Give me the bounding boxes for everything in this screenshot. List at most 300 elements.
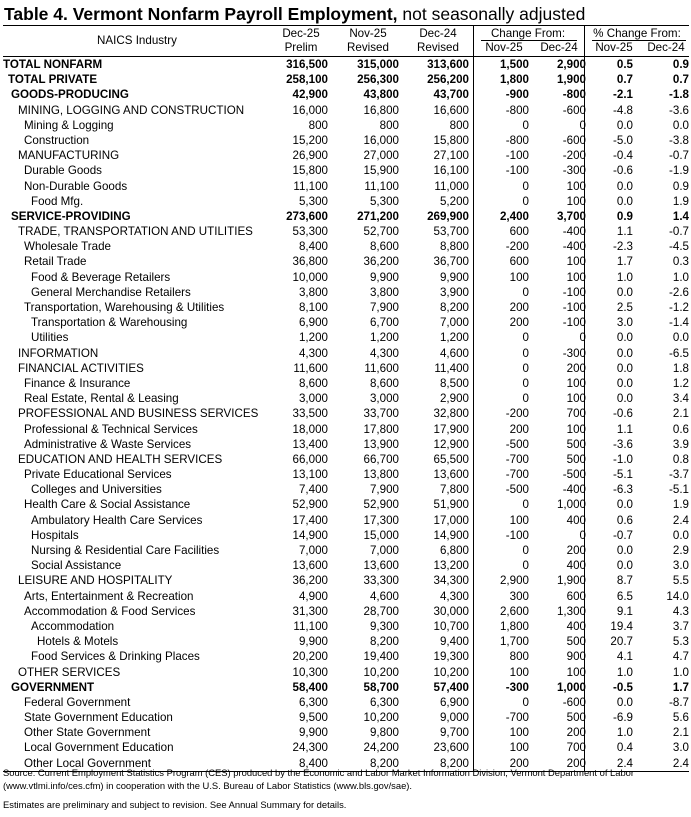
cell-pct-nov: 0.5 (616, 58, 633, 71)
cell-dec24: 51,900 (433, 498, 469, 512)
cell-dec25: 10,300 (292, 665, 328, 679)
cell-pct-dec: -1.9 (669, 164, 689, 178)
cell-dec24: 7,800 (439, 483, 469, 497)
cell-pct-dec: 3.7 (672, 619, 689, 633)
cell-dec24: 9,000 (439, 711, 469, 725)
industry-label: Finance & Insurance (24, 376, 131, 390)
cell-pct-dec: 0.6 (672, 422, 689, 436)
cell-dec24: 2,900 (439, 392, 469, 406)
industry-label: Food Mfg. (31, 194, 84, 208)
header-industry: NAICS Industry (97, 34, 177, 47)
cell-dec25: 15,200 (292, 133, 328, 147)
cell-dec25: 8,400 (298, 756, 328, 770)
cell-chg-dec: 1,300 (556, 604, 586, 618)
cell-chg-dec: 500 (566, 711, 586, 725)
cell-chg-dec: 500 (566, 635, 586, 649)
cell-pct-dec: 0.9 (672, 179, 689, 193)
cell-pct-dec: 3.9 (672, 437, 689, 451)
cell-chg-nov: 600 (509, 255, 529, 269)
cell-chg-nov: 100 (509, 665, 529, 679)
cell-nov25: 17,800 (363, 422, 399, 436)
cell-nov25: 24,200 (363, 741, 399, 755)
cell-pct-nov: 8.7 (616, 574, 633, 588)
cell-nov25: 27,000 (363, 149, 399, 163)
cell-chg-nov: -200 (505, 240, 529, 254)
cell-pct-dec: 1.9 (672, 194, 689, 208)
industry-label: OTHER SERVICES (18, 665, 121, 679)
cell-chg-dec: 100 (566, 392, 586, 406)
industry-label: Accommodation & Food Services (24, 604, 196, 618)
cell-chg-nov: -100 (505, 164, 529, 178)
source-note: Source: Current Employment Statistics Program (CES) produced by the Economic and Labor Market Information Division, Vermont Department of Labor (www.vtlmi.info/ces.cfm) in cooperation with the U.S. Bureau of Labor Statistics (www.bls.gov/sae). (3, 767, 635, 791)
cell-pct-nov: -0.4 (613, 149, 633, 163)
cell-dec25: 66,000 (292, 452, 328, 466)
cell-dec25: 36,200 (292, 574, 328, 588)
table-row (3, 163, 689, 178)
header-pct-group: % Change From: (593, 27, 681, 40)
cell-pct-dec: -1.8 (669, 88, 689, 102)
cell-chg-nov: 200 (509, 316, 529, 330)
cell-dec24: 8,200 (439, 301, 469, 314)
cell-dec25: 33,500 (292, 407, 328, 421)
table-row (3, 740, 689, 755)
cell-chg-dec: -400 (562, 225, 586, 239)
table-row (3, 649, 689, 664)
cell-pct-nov: -6.3 (613, 483, 633, 497)
table-row (3, 315, 689, 330)
table-row (3, 665, 689, 680)
industry-label: Private Educational Services (24, 468, 172, 482)
cell-chg-dec: -400 (562, 483, 586, 497)
industry-label: Arts, Entertainment & Recreation (24, 589, 194, 603)
cell-chg-nov: 0 (522, 695, 529, 709)
industry-label: Hospitals (31, 528, 79, 542)
table-header (3, 25, 689, 57)
cell-pct-dec: -2.6 (669, 285, 689, 299)
cell-nov25: 4,300 (369, 346, 399, 360)
cell-pct-nov: 1.7 (616, 255, 633, 269)
cell-dec25: 4,300 (298, 346, 328, 360)
table-row (3, 513, 689, 528)
cell-nov25: 11,100 (364, 179, 399, 193)
cell-pct-dec: 14.0 (666, 589, 689, 603)
cell-dec24: 256,200 (427, 73, 469, 87)
header-dec25-status: Prelim (284, 41, 318, 54)
cell-nov25: 28,700 (363, 604, 399, 618)
cell-chg-nov: 100 (509, 270, 529, 284)
cell-chg-nov: 300 (509, 589, 529, 603)
cell-pct-nov: 0.0 (616, 331, 633, 345)
cell-nov25: 52,700 (363, 225, 399, 239)
cell-dec24: 4,600 (439, 346, 469, 360)
header-change-group: Change From: (490, 27, 566, 40)
cell-nov25: 9,300 (369, 619, 399, 633)
cell-pct-nov: 0.0 (616, 361, 633, 375)
industry-label: Other State Government (24, 726, 151, 740)
cell-chg-nov: -900 (505, 88, 529, 102)
header-pct-nov25: Nov-25 (595, 41, 633, 54)
cell-pct-nov: 0.0 (616, 498, 633, 512)
cell-dec24: 4,300 (439, 589, 469, 603)
cell-nov25: 13,800 (363, 468, 399, 482)
table-row (3, 543, 689, 558)
cell-pct-nov: 0.6 (616, 513, 633, 527)
cell-pct-nov: 0.0 (616, 376, 633, 390)
cell-pct-nov: 0.0 (616, 346, 633, 360)
table-row (3, 87, 689, 102)
cell-chg-dec: -400 (562, 240, 586, 254)
cell-chg-dec: -100 (562, 316, 586, 330)
header-change-dec24: Dec-24 (540, 41, 578, 54)
cell-pct-dec: 1.0 (672, 665, 689, 679)
cell-dec25: 5,300 (298, 194, 328, 208)
table-row (3, 467, 689, 482)
cell-pct-dec: -3.7 (669, 468, 689, 482)
cell-chg-nov: 0 (522, 179, 529, 193)
cell-pct-nov: 0.0 (616, 194, 633, 208)
cell-chg-dec: -500 (562, 468, 586, 482)
industry-label: INFORMATION (18, 346, 99, 360)
cell-chg-nov: 1,800 (499, 619, 529, 633)
cell-chg-nov: -800 (505, 133, 529, 147)
cell-pct-nov: -5.1 (613, 468, 633, 482)
cell-dec25: 31,300 (292, 604, 328, 618)
cell-nov25: 3,800 (369, 285, 399, 299)
table-row (3, 695, 689, 710)
cell-pct-nov: 1.0 (616, 726, 633, 740)
cell-chg-nov: 0 (522, 498, 529, 512)
table-row (3, 209, 689, 224)
cell-nov25: 8,600 (369, 240, 399, 254)
industry-label: Mining & Logging (24, 118, 114, 132)
cell-dec25: 11,100 (293, 619, 328, 633)
cell-dec24: 57,400 (433, 680, 469, 694)
cell-dec25: 800 (308, 118, 328, 132)
cell-pct-nov: 0.0 (616, 179, 633, 193)
cell-dec24: 36,700 (433, 255, 469, 269)
cell-dec25: 9,900 (298, 726, 328, 740)
cell-chg-dec: -300 (562, 164, 586, 178)
cell-chg-dec: 400 (566, 513, 586, 527)
cell-pct-nov: 9.1 (616, 604, 633, 618)
header-pct-dec24: Dec-24 (647, 41, 685, 54)
industry-label: GOODS-PRODUCING (11, 88, 129, 102)
cell-pct-nov: -4.8 (613, 103, 633, 117)
cell-dec24: 43,700 (433, 88, 469, 102)
industry-label: Colleges and Universities (31, 483, 162, 497)
cell-chg-nov: -800 (505, 103, 529, 117)
cell-nov25: 15,000 (363, 528, 399, 542)
cell-chg-nov: 0 (522, 376, 529, 390)
cell-dec25: 53,300 (292, 225, 328, 239)
cell-dec24: 1,200 (439, 331, 469, 345)
cell-pct-nov: -6.9 (613, 711, 633, 725)
header-nov25-status: Revised (347, 41, 389, 54)
cell-dec24: 14,900 (433, 528, 469, 542)
header-change-nov25: Nov-25 (485, 41, 523, 54)
cell-nov25: 8,600 (369, 376, 399, 390)
cell-dec24: 5,200 (439, 194, 469, 208)
cell-pct-dec: 0.7 (672, 73, 689, 87)
cell-nov25: 43,800 (363, 88, 399, 102)
cell-chg-nov: 1,800 (499, 73, 529, 87)
cell-dec24: 13,200 (433, 559, 469, 573)
cell-chg-dec: 700 (566, 407, 586, 421)
cell-dec24: 10,200 (433, 665, 469, 679)
cell-chg-dec: 100 (566, 665, 586, 679)
table-row (3, 239, 689, 254)
cell-dec24: 12,900 (433, 437, 469, 451)
cell-dec24: 11,400 (434, 361, 469, 375)
industry-label: Administrative & Waste Services (24, 437, 192, 451)
industry-label: Durable Goods (24, 164, 102, 178)
table-row (3, 72, 689, 87)
cell-pct-nov: 6.5 (616, 589, 633, 603)
cell-nov25: 9,900 (369, 270, 399, 284)
cell-pct-dec: 1.0 (672, 270, 689, 284)
industry-label: Wholesale Trade (24, 240, 111, 254)
cell-nov25: 800 (379, 118, 399, 132)
cell-nov25: 6,700 (369, 316, 399, 330)
industry-label: Other Local Government (24, 756, 151, 770)
cell-dec25: 258,100 (286, 73, 328, 87)
cell-chg-nov: 2,600 (499, 604, 529, 618)
cell-pct-nov: -1.0 (613, 452, 633, 466)
cell-nov25: 13,600 (363, 559, 399, 573)
cell-pct-dec: 1.2 (672, 376, 689, 390)
cell-chg-dec: 100 (566, 179, 586, 193)
industry-label: SERVICE-PROVIDING (11, 209, 131, 223)
industry-label: Social Assistance (31, 559, 122, 573)
cell-nov25: 271,200 (357, 209, 399, 223)
cell-pct-dec: 0.0 (672, 118, 689, 132)
cell-pct-dec: -0.7 (669, 225, 689, 239)
cell-dec25: 14,900 (292, 528, 328, 542)
cell-dec24: 16,600 (433, 103, 469, 117)
industry-label: LEISURE AND HOSPITALITY (18, 574, 173, 588)
cell-chg-dec: 3,700 (556, 209, 586, 223)
cell-pct-dec: 1.4 (672, 209, 689, 223)
cell-pct-dec: -3.6 (669, 103, 689, 117)
cell-chg-nov: 200 (509, 756, 529, 770)
table-row (3, 391, 689, 406)
cell-pct-nov: -0.5 (613, 680, 633, 694)
cell-pct-dec: 2.1 (672, 726, 689, 740)
table-row (3, 680, 689, 695)
cell-dec24: 800 (449, 118, 469, 132)
cell-chg-nov: 1,500 (499, 58, 529, 71)
industry-label: General Merchandise Retailers (31, 285, 191, 299)
table-row (3, 406, 689, 421)
table-row (3, 634, 689, 649)
cell-chg-dec: 1,900 (556, 73, 586, 87)
cell-nov25: 58,700 (363, 680, 399, 694)
cell-pct-dec: -3.8 (669, 133, 689, 147)
industry-label: MANUFACTURING (18, 149, 120, 163)
cell-nov25: 10,200 (363, 711, 399, 725)
cell-nov25: 9,800 (369, 726, 399, 740)
table-row (3, 437, 689, 452)
payroll-table (3, 25, 689, 772)
cell-chg-nov: -500 (505, 483, 529, 497)
cell-chg-dec: 200 (566, 756, 586, 770)
cell-dec25: 8,100 (298, 301, 328, 314)
estimate-note: Estimates are preliminary and subject to revision. See Annual Summary for details. (3, 799, 347, 810)
cell-chg-dec: 100 (566, 255, 586, 269)
cell-pct-dec: 5.3 (672, 635, 689, 649)
cell-pct-nov: 2.4 (616, 756, 633, 770)
cell-pct-dec: -1.4 (669, 316, 689, 330)
industry-label: Accommodation (31, 619, 115, 633)
industry-label: GOVERNMENT (11, 680, 95, 694)
cell-nov25: 8,200 (369, 635, 399, 649)
cell-nov25: 16,800 (363, 103, 399, 117)
cell-dec25: 8,600 (298, 376, 328, 390)
industry-label: PROFESSIONAL AND BUSINESS SERVICES (18, 407, 259, 421)
industry-label: Utilities (31, 331, 69, 345)
cell-dec25: 20,200 (292, 650, 328, 664)
cell-dec24: 11,000 (434, 179, 469, 193)
cell-chg-dec: 100 (566, 376, 586, 390)
cell-dec24: 53,700 (433, 225, 469, 239)
cell-dec25: 3,000 (298, 392, 328, 406)
cell-pct-dec: -6.5 (669, 346, 689, 360)
cell-nov25: 315,000 (357, 58, 399, 71)
cell-dec24: 7,000 (439, 316, 469, 330)
cell-chg-nov: -500 (505, 437, 529, 451)
cell-pct-nov: 2.5 (616, 301, 633, 314)
cell-chg-nov: 0 (522, 285, 529, 299)
cell-dec25: 9,900 (298, 635, 328, 649)
cell-dec25: 13,600 (292, 559, 328, 573)
table-row (3, 346, 689, 361)
cell-dec25: 11,600 (293, 361, 328, 375)
table-row (3, 179, 689, 194)
cell-dec25: 4,900 (298, 589, 328, 603)
table-row (3, 589, 689, 604)
table-title-main: Table 4. Vermont Nonfarm Payroll Employment, (4, 4, 398, 24)
cell-pct-nov: 0.0 (616, 695, 633, 709)
cell-dec25: 316,500 (286, 58, 328, 71)
cell-pct-nov: -2.1 (613, 88, 633, 102)
cell-dec25: 13,100 (292, 468, 328, 482)
industry-label: Real Estate, Rental & Leasing (24, 392, 179, 406)
cell-pct-nov: 0.0 (616, 285, 633, 299)
cell-nov25: 19,400 (363, 650, 399, 664)
cell-nov25: 7,000 (369, 544, 399, 557)
cell-chg-nov: 0 (522, 361, 529, 375)
cell-dec24: 8,800 (439, 240, 469, 254)
table-row (3, 558, 689, 573)
cell-chg-nov: 2,900 (499, 574, 529, 588)
cell-dec25: 42,900 (292, 88, 328, 102)
table-row (3, 254, 689, 269)
cell-pct-dec: 2.1 (672, 407, 689, 421)
cell-pct-nov: 1.0 (616, 665, 633, 679)
cell-pct-nov: 20.7 (610, 635, 633, 649)
cell-chg-nov: 0 (522, 392, 529, 406)
cell-dec24: 17,900 (433, 422, 469, 436)
cell-chg-dec: -100 (562, 301, 586, 314)
cell-chg-dec: 0 (579, 331, 586, 345)
cell-nov25: 7,900 (369, 301, 399, 314)
cell-dec24: 9,700 (439, 726, 469, 740)
cell-chg-dec: 600 (566, 589, 586, 603)
cell-pct-nov: 0.0 (616, 544, 633, 557)
cell-chg-dec: -600 (562, 133, 586, 147)
table-row (3, 270, 689, 285)
cell-chg-dec: 0 (579, 528, 586, 542)
cell-dec25: 52,900 (292, 498, 328, 512)
cell-pct-nov: 3.0 (616, 316, 633, 330)
cell-pct-dec: -0.7 (669, 149, 689, 163)
industry-label: Professional & Technical Services (24, 422, 198, 436)
cell-chg-dec: -600 (562, 103, 586, 117)
cell-pct-nov: 1.1 (616, 225, 633, 239)
cell-pct-dec: 0.0 (672, 331, 689, 345)
cell-pct-dec: -5.1 (669, 483, 689, 497)
industry-label: Food Services & Drinking Places (31, 650, 200, 664)
table-body (3, 57, 689, 772)
industry-label: Transportation, Warehousing & Utilities (24, 301, 225, 314)
cell-pct-dec: 1.7 (672, 680, 689, 694)
cell-dec24: 65,500 (433, 452, 469, 466)
cell-chg-nov: -200 (505, 407, 529, 421)
cell-pct-dec: 4.7 (672, 650, 689, 664)
cell-pct-dec: 3.4 (672, 392, 689, 406)
cell-chg-nov: 0 (522, 118, 529, 132)
table-row (3, 285, 689, 300)
cell-pct-nov: 0.0 (616, 392, 633, 406)
table-row (3, 224, 689, 239)
industry-label: Local Government Education (24, 741, 174, 755)
cell-nov25: 7,900 (369, 483, 399, 497)
cell-pct-dec: -1.2 (669, 301, 689, 314)
cell-dec24: 10,700 (433, 619, 469, 633)
table-row (3, 148, 689, 163)
cell-chg-dec: -300 (562, 346, 586, 360)
cell-pct-nov: -5.0 (613, 133, 633, 147)
table-row (3, 361, 689, 376)
cell-dec24: 34,300 (433, 574, 469, 588)
cell-chg-dec: 900 (566, 650, 586, 664)
cell-pct-dec: 5.5 (672, 574, 689, 588)
cell-dec24: 3,900 (439, 285, 469, 299)
cell-dec25: 7,000 (298, 544, 328, 557)
industry-label: Non-Durable Goods (24, 179, 128, 193)
cell-pct-nov: -0.7 (613, 528, 633, 542)
cell-dec24: 27,100 (433, 149, 469, 163)
cell-chg-nov: -100 (505, 149, 529, 163)
cell-pct-nov: 0.4 (616, 741, 633, 755)
cell-pct-nov: -0.6 (613, 164, 633, 178)
table-row (3, 194, 689, 209)
cell-dec25: 6,900 (298, 316, 328, 330)
industry-label: TOTAL PRIVATE (8, 73, 98, 87)
header-dec24: Dec-24 (419, 27, 457, 40)
cell-nov25: 1,200 (369, 331, 399, 345)
cell-dec25: 18,000 (292, 422, 328, 436)
cell-pct-dec: 0.8 (672, 452, 689, 466)
industry-label: EDUCATION AND HEALTH SERVICES (18, 452, 223, 466)
industry-label: Transportation & Warehousing (31, 316, 188, 330)
header-dec25: Dec-25 (282, 27, 320, 40)
cell-chg-dec: 500 (566, 452, 586, 466)
industry-label: MINING, LOGGING AND CONSTRUCTION (18, 103, 245, 117)
cell-dec25: 16,000 (292, 103, 328, 117)
cell-chg-dec: -100 (562, 285, 586, 299)
cell-pct-nov: 4.1 (616, 650, 633, 664)
